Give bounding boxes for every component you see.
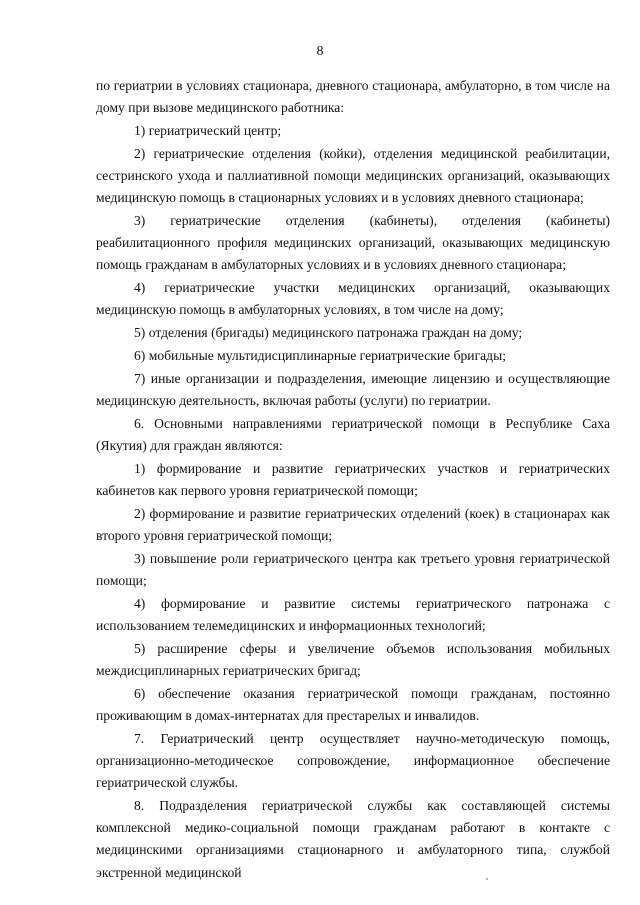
list-item: 7) иные организации и подразделения, имеющие лицензию и осуществляющие медицинскую деятельность, включая работы (услуги) по гериатрии.: [96, 370, 610, 408]
list-item: 6) обеспечение оказания гериатрической помощи гражданам, постоянно проживающим в домах-интернатах для престарелых и инвалидов.: [96, 685, 610, 723]
section-paragraph: 6. Основными направлениями гериатрической помощи в Республике Саха (Якутия) для граждан являются:: [96, 415, 610, 453]
list-item: 2) формирование и развитие гериатрических отделений (коек) в стационарах как второго уровня гериатрической помощи;: [96, 505, 610, 543]
list-item: 5) отделения (бригады) медицинского патронажа граждан на дому;: [134, 325, 523, 341]
list-item: 3) гериатрические отделения (кабинеты), отделения (кабинеты) реабилитационного профиля медицинских организаций, оказывающих медицинскую помощь гражданам в амбулаторных условиях и в условиях дневного стационара;: [96, 213, 610, 273]
list-item: 6) мобильные мультидисциплинарные гериатрические бригады;: [134, 348, 507, 363]
list-item: 1) формирование и развитие гериатрических участков и гериатрических кабинетов как первого уровня гериатрической помощи;: [96, 460, 610, 498]
section-paragraph: 7. Гериатрический центр осуществляет научно-методическую помощь, организационно-методическое сопровождение, информационное обеспечение гериатрической службы.: [96, 730, 610, 791]
document-body: [96, 75, 610, 884]
section-paragraph: 8. Подразделения гериатрической службы как составляющей системы комплексной медико-социальной помощи гражданам работают в контакте с медицинскими организациями стационарного и амбулаторного типа, службой экстренной медицинской: [96, 798, 610, 880]
scan-speck: [486, 878, 488, 880]
list-item: 2) гериатрические отделения (койки), отделения медицинской реабилитации, сестринского ухода и паллиативной помощи медицинских организаций, оказывающих медицинскую помощь в стационарных условиях и в условиях дневного стационара;: [96, 145, 610, 206]
list-item: 4) гериатрические участки медицинских организаций, оказывающих медицинскую помощь в амбулаторных условиях, в том числе на дому;: [96, 280, 610, 318]
list-item: 5) расширение сферы и увеличение объемов использования мобильных междисциплинарных гериатрических бригад;: [96, 640, 610, 678]
page-number: 8: [316, 43, 324, 58]
list-item: 3) повышение роли гериатрического центра как третьего уровня гериатрической помощи;: [96, 550, 610, 588]
paragraph-continuation: по гериатрии в условиях стационара, дневного стационара, амбулаторно, в том числе на дому при вызове медицинского работника:: [96, 78, 610, 116]
list-item: 1) гериатрический центр;: [134, 123, 282, 138]
list-item: 4) формирование и развитие системы гериатрического патронажа с использованием телемедицинских и информационных технологий;: [96, 595, 610, 633]
